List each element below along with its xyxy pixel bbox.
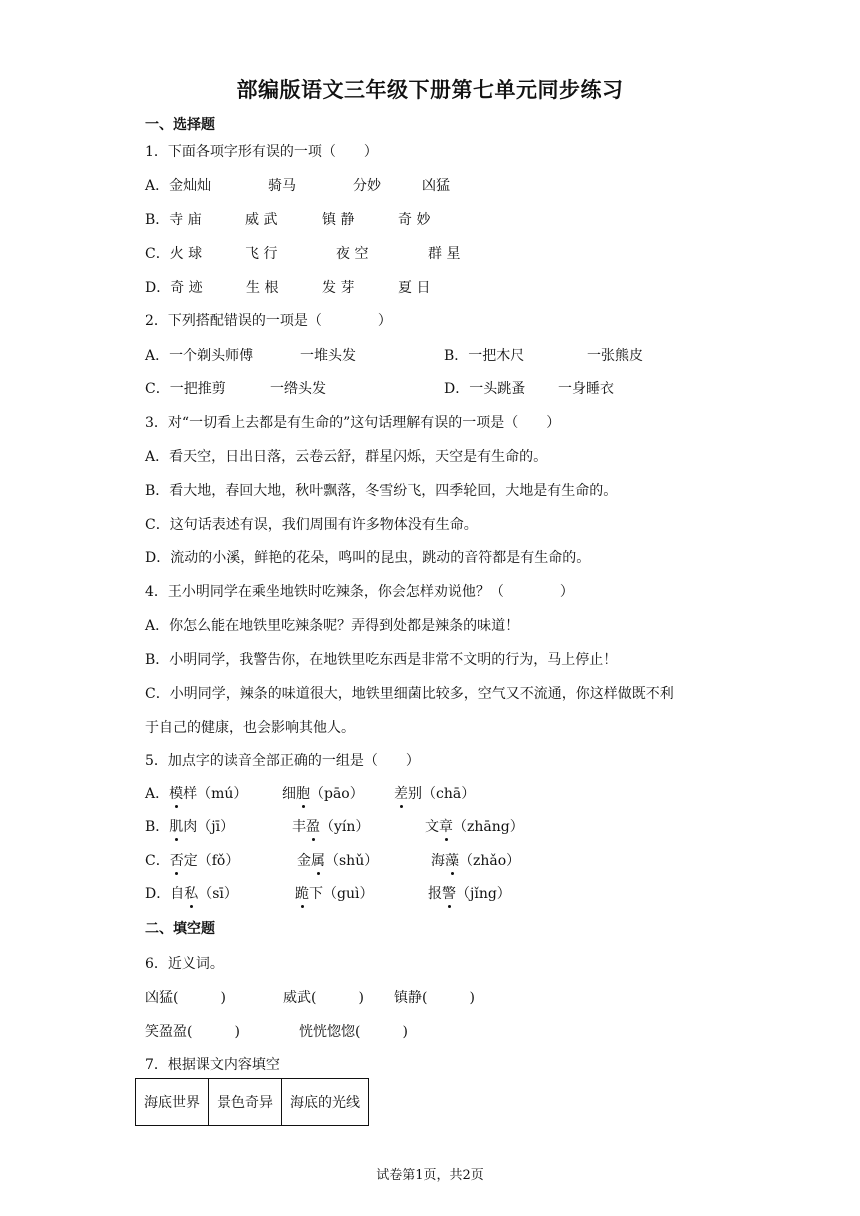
q5-a3-suffix: 别（chā）: [408, 786, 476, 802]
q5-b2-prefix: 丰: [292, 819, 306, 835]
page-title: 部编版语文三年级下册第七单元同步练习: [236, 78, 624, 102]
q5-d3-prefix: 报: [428, 886, 442, 902]
page-footer: 试卷第1页，共2页: [376, 1168, 484, 1183]
q5-c1-prefix: C．: [145, 853, 170, 869]
q3-option-b: B．看大地，春回大地，秋叶飘落，冬雪纷飞，四季轮回，大地是有生命的。: [145, 483, 618, 499]
q2-option-c-part2: 一绺头发: [270, 381, 326, 397]
q5-d1-suffix: （sī）: [198, 886, 238, 902]
q5-c3-suffix: （zhǎo）: [459, 853, 521, 869]
q1-option-b-word2: 威 武: [245, 212, 278, 228]
q1-option-a-word1: A．金灿灿: [145, 178, 212, 194]
q5-b3-prefix: 文: [425, 819, 439, 835]
q5-d3-dotted-char: 警: [442, 883, 456, 903]
question-3-stem: 3．对“一切看上去都是有生命的”这句话理解有误的一项是（ ）: [145, 415, 561, 431]
q6-blank-2[interactable]: 威武( ): [283, 990, 364, 1006]
q5-c3-prefix: 海: [431, 853, 445, 869]
q1-option-c-word4: 群 星: [428, 246, 461, 262]
q5-c2-prefix: 金: [297, 853, 311, 869]
q5-d2-suffix: 下（guì）: [309, 886, 374, 902]
q5-d1-dotted-char: 私: [184, 883, 198, 903]
q3-option-c: C．这句话表述有误，我们周围有许多物体没有生命。: [145, 517, 478, 533]
q5-b3-dotted-char: 章: [439, 816, 453, 836]
table-row: [136, 1079, 369, 1126]
q5-option-b-item1: [145, 816, 234, 836]
table-cell: 海底的光线: [282, 1079, 369, 1126]
q1-option-b-word3: 镇 静: [322, 212, 355, 228]
q5-a1-dotted-char: 模: [169, 783, 183, 803]
q5-b2-dotted-char: 盈: [306, 816, 320, 836]
section-heading-fill: 二、填空题: [145, 921, 215, 937]
section-heading-choice: 一、选择题: [145, 117, 215, 133]
q1-option-d-word1: D．奇 迹: [145, 280, 203, 296]
q5-b1-prefix: B．: [145, 819, 170, 835]
q2-option-c-part1: C．一把推剪: [145, 381, 226, 397]
q5-b1-dotted-char: 肌: [169, 816, 183, 836]
q4-option-a: A．你怎么能在地铁里吃辣条呢？弄得到处都是辣条的味道！: [145, 618, 520, 634]
q4-option-c-line2: 于自己的健康，也会影响其他人。: [145, 720, 355, 736]
q5-option-a-item1: [145, 783, 247, 803]
q4-option-b: B．小明同学，我警告你，在地铁里吃东西是非常不文明的行为，马上停止！: [145, 652, 618, 668]
q1-option-b-word1: B．寺 庙: [145, 212, 202, 228]
q1-option-b-word4: 奇 妙: [398, 212, 431, 228]
q1-option-d-word4: 夏 日: [398, 280, 431, 296]
q1-option-a-word2: 骑马: [268, 178, 296, 194]
table-cell: 海底世界: [136, 1079, 209, 1126]
q5-a2-prefix: 细: [282, 786, 296, 802]
q5-c3-dotted-char: 藻: [445, 850, 459, 870]
q1-option-a-word4: 凶猛: [422, 178, 450, 194]
q1-option-c-word1: C．火 球: [145, 246, 203, 262]
q5-c1-dotted-char: 否: [170, 850, 184, 870]
q5-b2-suffix: （yín）: [320, 819, 370, 835]
q5-c2-dotted-char: 属: [311, 850, 325, 870]
question-6-stem: 6．近义词。: [145, 956, 224, 972]
q1-option-d-word2: 生 根: [246, 280, 279, 296]
q5-a1-suffix: 样（mú）: [183, 786, 248, 802]
q5-option-c-item1: [145, 850, 239, 870]
q3-option-a: A．看天空，日出日落，云卷云舒，群星闪烁，天空是有生命的。: [145, 449, 548, 465]
q5-option-a-item3: [394, 783, 475, 803]
q4-option-c-line1: C．小明同学，辣条的味道很大，地铁里细菌比较多，空气又不流通，你这样做既不利: [145, 686, 674, 702]
q6-blank-5[interactable]: 恍恍惚惚( ): [299, 1024, 408, 1040]
q5-option-d-item2: [295, 883, 373, 903]
question-7-stem: 7．根据课文内容填空: [145, 1057, 280, 1073]
q7-table: [135, 1078, 369, 1126]
q6-blank-3[interactable]: 镇静( ): [394, 990, 475, 1006]
q2-option-a-part1: A．一个剃头师傅: [145, 348, 254, 364]
q5-a1-prefix: A．: [145, 786, 170, 802]
q1-option-d-word3: 发 芽: [322, 280, 355, 296]
q1-option-c-word3: 夜 空: [336, 246, 369, 262]
q5-a2-suffix: （pāo）: [310, 786, 364, 802]
q5-option-d-item3: [428, 883, 511, 903]
q2-option-d-part2: 一身睡衣: [558, 381, 614, 397]
q5-a3-dotted-char: 差: [394, 783, 408, 803]
q5-option-b-item2: [292, 816, 369, 836]
q6-blank-1[interactable]: 凶猛( ): [145, 990, 226, 1006]
q5-c2-suffix: （shǔ）: [325, 853, 379, 869]
q5-option-c-item2: [297, 850, 378, 870]
q1-option-c-word2: 飞 行: [245, 246, 278, 262]
question-1-stem: 1．下面各项字形有误的一项（ ）: [145, 144, 378, 160]
question-5-stem: 5．加点字的读音全部正确的一组是（ ）: [145, 753, 420, 769]
q5-option-a-item2: [282, 783, 364, 803]
q2-option-d-part1: D．一头跳蚤: [444, 381, 526, 397]
q5-a2-dotted-char: 胞: [296, 783, 310, 803]
q2-option-b-part1: B．一把木尺: [444, 348, 525, 364]
q5-d2-dotted-char: 跪: [295, 883, 309, 903]
question-4-stem: 4．王小明同学在乘坐地铁时吃辣条，你会怎样劝说他？（ ）: [145, 584, 574, 600]
q2-option-b-part2: 一张熊皮: [587, 348, 643, 364]
q6-blank-4[interactable]: 笑盈盈( ): [145, 1024, 240, 1040]
question-2-stem: 2．下列搭配错误的一项是（ ）: [145, 313, 392, 329]
q5-d3-suffix: （jǐng）: [456, 886, 511, 902]
q5-d1-prefix: D．自: [145, 886, 185, 902]
q5-option-d-item1: [145, 883, 238, 903]
q3-option-d: D．流动的小溪，鲜艳的花朵，鸣叫的昆虫，跳动的音符都是有生命的。: [145, 550, 591, 566]
q1-option-a-word3: 分妙: [353, 178, 381, 194]
q5-b1-suffix: 肉（jī）: [183, 819, 235, 835]
q5-b3-suffix: （zhāng）: [453, 819, 524, 835]
q2-option-a-part2: 一堆头发: [300, 348, 356, 364]
q5-c1-suffix: 定（fǒ）: [183, 853, 240, 869]
table-cell: 景色奇异: [209, 1079, 282, 1126]
q5-option-c-item3: [431, 850, 520, 870]
q5-option-b-item3: [425, 816, 524, 836]
